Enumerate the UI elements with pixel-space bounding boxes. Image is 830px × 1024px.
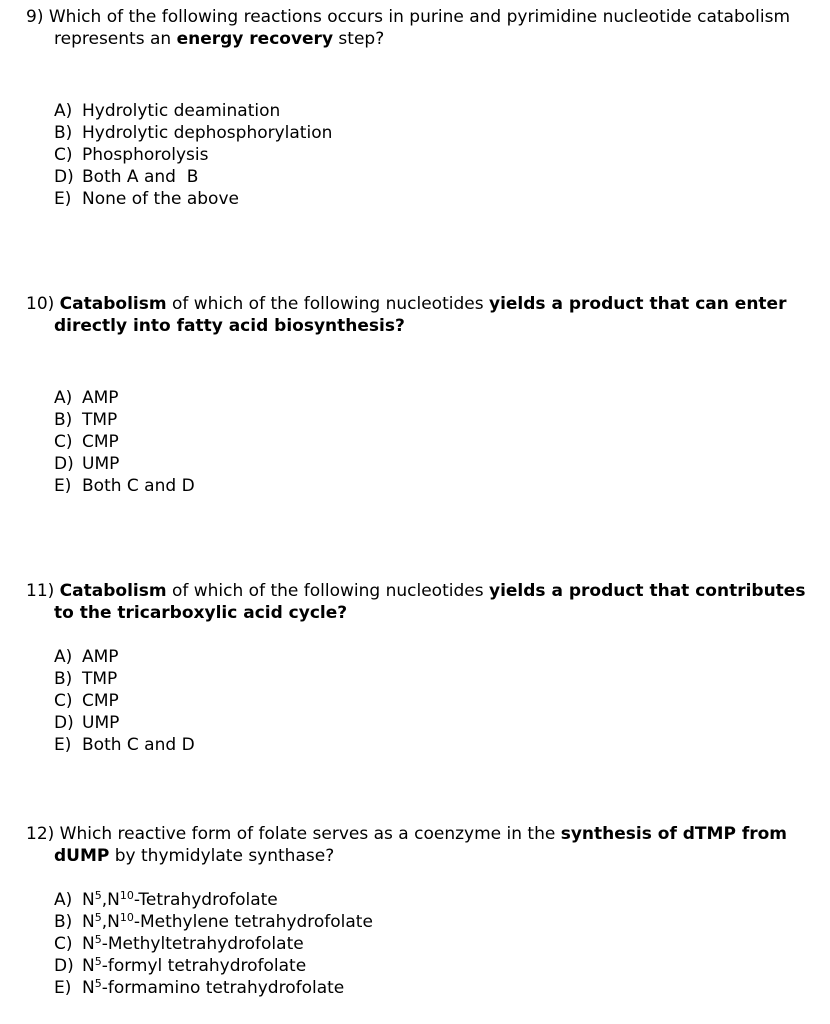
answer-options bbox=[26, 646, 806, 756]
answer-option-a[interactable]: A) Hydrolytic deamination bbox=[54, 101, 281, 121]
answer-option-d[interactable]: D) UMP bbox=[54, 454, 120, 474]
answer-option-a[interactable]: A) AMP bbox=[54, 647, 119, 667]
answer-option-a[interactable]: A) $N^5,N^{10}$-Tetrahydrofolate bbox=[54, 889, 278, 910]
answer-option-e[interactable]: E) Both C and D bbox=[54, 476, 195, 496]
answer-option-e[interactable]: E) Both C and D bbox=[54, 735, 195, 755]
answer-option-d[interactable]: D) $N^5$-formyl tetrahydrofolate bbox=[54, 955, 307, 976]
question-number: 9) bbox=[26, 7, 44, 27]
answer-option-b[interactable]: B) Hydrolytic dephosphorylation bbox=[54, 123, 333, 143]
question-number: 11) bbox=[26, 581, 55, 601]
answer-option-c[interactable]: C) $N^5$-Methyltetrahydrofolate bbox=[54, 933, 304, 954]
answer-option-b[interactable]: B) $N^5,N^{10}$-Methylene tetrahydrofolate bbox=[54, 911, 373, 932]
answer-option-c[interactable]: C) CMP bbox=[54, 691, 119, 711]
answer-option-b[interactable]: B) TMP bbox=[54, 410, 118, 430]
answer-option-d[interactable]: D) Both A and B bbox=[54, 167, 199, 187]
answer-option-e[interactable]: E) $N^5$-formamino tetrahydrofolate bbox=[54, 977, 345, 998]
question-number: 10) bbox=[26, 294, 55, 314]
answer-option-a[interactable]: A) AMP bbox=[54, 388, 119, 408]
answer-options bbox=[26, 100, 806, 210]
question-12 bbox=[26, 823, 806, 999]
question-stem: 12) Which reactive form of folate serves as a coenzyme in the synthesis of dTMP from dUMP by thymidylate synthase? bbox=[26, 824, 787, 866]
answer-option-d[interactable]: D) UMP bbox=[54, 713, 120, 733]
answer-option-c[interactable]: C) Phosphorolysis bbox=[54, 145, 209, 165]
answer-options bbox=[26, 387, 806, 497]
answer-option-b[interactable]: B) TMP bbox=[54, 669, 118, 689]
answer-option-e[interactable]: E) None of the above bbox=[54, 189, 239, 209]
answer-options bbox=[26, 889, 806, 999]
question-stem: 11) Catabolism of which of the following nucleotides yields a product that contributes to the tricarboxylic acid cycle? bbox=[26, 581, 806, 623]
question-number: 12) bbox=[26, 824, 55, 844]
question-10 bbox=[26, 293, 806, 497]
question-9 bbox=[26, 6, 806, 210]
question-stem: 9) Which of the following reactions occurs in purine and pyrimidine nucleotide catabolism represents an energy recovery step? bbox=[26, 7, 791, 49]
question-stem: 10) Catabolism of which of the following nucleotides yields a product that can enter directly into fatty acid biosynthesis? bbox=[26, 294, 787, 336]
question-11 bbox=[26, 580, 806, 756]
answer-option-c[interactable]: C) CMP bbox=[54, 432, 119, 452]
